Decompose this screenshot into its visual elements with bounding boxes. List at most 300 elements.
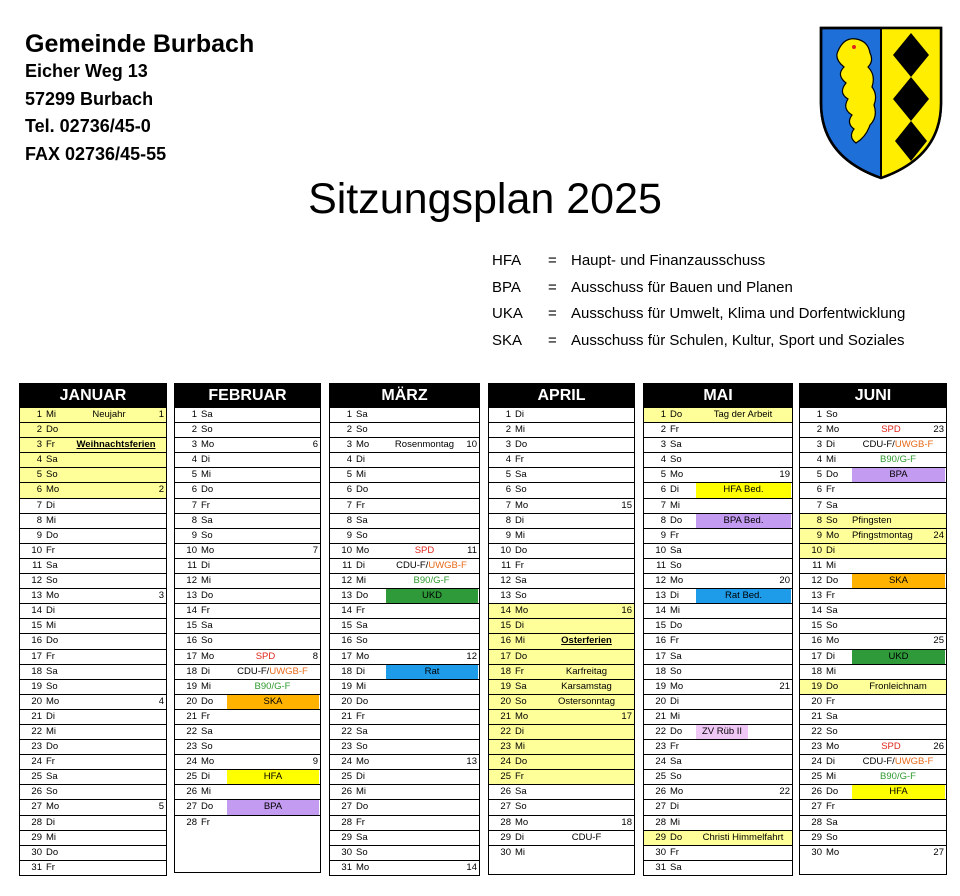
weekday: Di [826, 756, 835, 768]
weekday: Di [356, 665, 365, 677]
weekday: Di [46, 816, 55, 828]
day-row [175, 799, 320, 814]
day-row [20, 528, 166, 543]
day-row [20, 543, 166, 558]
day-number: 28 [341, 816, 352, 828]
weekday: Mi [46, 514, 57, 526]
legend-desc: Ausschuss für Schulen, Kultur, Sport und Soziales [571, 331, 905, 349]
day-row [20, 558, 166, 573]
weekday: So [826, 514, 838, 526]
legend-equals: = [548, 331, 557, 349]
day-number: 3 [660, 439, 666, 451]
day-row [175, 482, 320, 497]
weekday: Do [201, 590, 214, 602]
weekday: Mi [201, 786, 212, 798]
day-number: 31 [341, 861, 352, 873]
day-row [644, 649, 792, 664]
day-row [175, 754, 320, 769]
day-number: 19 [186, 680, 197, 692]
day-number: 30 [811, 846, 822, 858]
day-number: 24 [655, 756, 666, 768]
week-number: 16 [621, 605, 632, 617]
event-part: CDU-F/ [862, 439, 895, 451]
day-row [644, 452, 792, 467]
weekday: Do [670, 831, 683, 843]
event-label: Neujahr [92, 409, 126, 420]
week-number: 23 [933, 424, 944, 436]
weekday: Mo [515, 499, 529, 511]
weekday: So [356, 529, 368, 541]
day-number: 6 [346, 484, 352, 496]
day-row [20, 679, 166, 694]
day-number: 9 [36, 529, 42, 541]
day-number: 17 [655, 650, 666, 662]
day-row [20, 739, 166, 754]
day-number: 12 [186, 575, 197, 587]
weekday: Do [356, 590, 369, 602]
weekday: Di [515, 514, 524, 526]
day-number: 10 [186, 544, 197, 556]
day-row [20, 845, 166, 860]
day-number: 11 [501, 559, 511, 571]
day-number: 12 [655, 575, 666, 587]
day-number: 20 [341, 695, 352, 707]
day-number: 6 [660, 484, 666, 496]
day-number: 26 [341, 786, 352, 798]
legend-desc: Haupt- und Finanzausschuss [571, 252, 766, 269]
day-row [489, 467, 634, 482]
weekday: Mi [46, 409, 57, 420]
day-number: 14 [655, 605, 666, 617]
day-row [644, 603, 792, 618]
day-row [175, 558, 320, 573]
month-header: APRIL [488, 383, 635, 407]
weekday: Mi [826, 771, 837, 783]
day-row [800, 452, 946, 467]
day-row [489, 498, 634, 513]
day-row [20, 407, 166, 422]
day-row [800, 633, 946, 648]
weekday: Sa [46, 559, 58, 571]
week-number: 25 [933, 635, 944, 647]
day-number: 18 [655, 665, 666, 677]
weekday: Fr [670, 529, 679, 541]
day-number: 9 [346, 529, 352, 541]
weekday: Mi [670, 816, 681, 828]
weekday: Mo [826, 741, 840, 753]
day-number: 27 [500, 801, 511, 813]
weekday: Mo [201, 650, 215, 662]
event-label: BPA [852, 468, 945, 482]
weekday: Sa [46, 454, 58, 466]
weekday: Do [356, 484, 369, 496]
day-number: 17 [31, 650, 42, 662]
day-row [644, 482, 792, 497]
day-row [800, 543, 946, 558]
day-number: 23 [341, 741, 352, 753]
day-row [330, 452, 479, 467]
weekday: So [201, 529, 213, 541]
weekday: Mo [201, 439, 215, 451]
event-label [852, 755, 944, 769]
week-number: 27 [933, 846, 944, 858]
weekday: Di [201, 665, 210, 677]
month-mai [643, 383, 793, 876]
day-number: 23 [655, 741, 666, 753]
event-part: UWGB-F [269, 665, 308, 677]
weekday: Mi [515, 424, 526, 436]
day-number: 7 [191, 499, 197, 511]
day-row [489, 769, 634, 784]
weekday: Sa [515, 469, 527, 481]
day-row [489, 407, 634, 422]
day-row [330, 437, 479, 452]
day-row [489, 754, 634, 769]
day-row [330, 498, 479, 513]
day-number: 20 [31, 695, 42, 707]
week-number: 6 [312, 439, 318, 451]
day-number: 20 [500, 695, 511, 707]
day-number: 9 [816, 529, 822, 541]
weekday: Mo [515, 605, 529, 617]
weekday: So [670, 559, 682, 571]
day-row [800, 407, 946, 422]
day-row [330, 649, 479, 664]
day-number: 27 [31, 801, 42, 813]
event-label: Osterferien [561, 635, 612, 647]
day-number: 10 [31, 544, 42, 556]
day-number: 1 [191, 409, 197, 420]
weekday: So [826, 725, 838, 737]
legend-abbr: UKA [492, 305, 523, 322]
weekday: Di [826, 439, 835, 451]
weekday: Sa [201, 514, 213, 526]
weekday: Fr [46, 650, 55, 662]
day-number: 8 [816, 514, 822, 526]
day-row [644, 724, 792, 739]
weekday: Sa [356, 831, 368, 843]
day-number: 9 [191, 529, 197, 541]
event-label: CDU-F [571, 831, 602, 843]
weekday: Mo [46, 484, 60, 496]
day-row [175, 452, 320, 467]
day-row [175, 498, 320, 513]
day-number: 8 [191, 514, 197, 526]
day-row [489, 830, 634, 845]
day-number: 28 [31, 816, 42, 828]
day-number: 17 [500, 650, 511, 662]
week-number: 20 [779, 575, 790, 587]
event-label: HFA [227, 770, 319, 784]
day-number: 19 [31, 680, 42, 692]
weekday: Mo [356, 544, 370, 556]
day-number: 21 [341, 710, 352, 722]
day-row [489, 437, 634, 452]
day-row [800, 830, 946, 845]
day-number: 16 [341, 635, 352, 647]
weekday: Mo [46, 695, 60, 707]
day-number: 25 [31, 771, 42, 783]
weekday: Mi [46, 620, 57, 632]
weekday: So [826, 620, 838, 632]
day-number: 5 [660, 469, 666, 481]
day-row [800, 588, 946, 603]
weekday: Fr [356, 605, 365, 617]
day-number: 2 [346, 424, 352, 436]
legend-row [492, 277, 905, 304]
day-row [489, 724, 634, 739]
day-list [488, 407, 635, 875]
day-row [20, 618, 166, 633]
weekday: Do [515, 439, 528, 451]
day-row [644, 422, 792, 437]
day-number: 31 [31, 861, 42, 873]
day-row [644, 588, 792, 603]
weekday: Mo [201, 544, 215, 556]
day-number: 26 [811, 786, 822, 798]
weekday: Mi [670, 605, 681, 617]
day-row [175, 467, 320, 482]
weekday: So [201, 424, 213, 436]
day-row [644, 633, 792, 648]
day-row [644, 467, 792, 482]
event-label: UKD [852, 650, 945, 664]
day-number: 26 [186, 786, 197, 798]
weekday: Fr [201, 605, 210, 617]
weekday: Fr [356, 710, 365, 722]
weekday: Fr [515, 771, 524, 783]
day-row [800, 422, 946, 437]
week-number: 7 [312, 544, 318, 556]
weekday: Sa [356, 620, 368, 632]
day-number: 7 [816, 499, 822, 511]
day-number: 22 [31, 725, 42, 737]
day-number: 14 [341, 605, 352, 617]
day-row [20, 437, 166, 452]
day-number: 11 [812, 559, 822, 571]
week-number: 15 [621, 499, 632, 511]
weekday: Fr [46, 756, 55, 768]
weekday: Do [356, 695, 369, 707]
day-row [175, 709, 320, 724]
event-label: SPD [881, 741, 901, 753]
weekday: So [46, 786, 58, 798]
day-row [330, 618, 479, 633]
day-number: 26 [655, 786, 666, 798]
day-number: 22 [186, 725, 197, 737]
day-number: 25 [500, 771, 511, 783]
weekday: Mi [670, 710, 681, 722]
day-number: 8 [660, 514, 666, 526]
month-header: MÄRZ [329, 383, 480, 407]
day-row [330, 845, 479, 860]
day-number: 21 [811, 710, 822, 722]
day-row [20, 633, 166, 648]
day-number: 25 [811, 771, 822, 783]
weekday: Do [670, 620, 683, 632]
weekday: Sa [46, 665, 58, 677]
day-row [175, 603, 320, 618]
day-number: 28 [186, 816, 197, 828]
event-label: SKA [852, 574, 945, 588]
week-number: 5 [158, 801, 164, 813]
day-number: 4 [816, 454, 822, 466]
day-number: 29 [341, 831, 352, 843]
day-number: 30 [655, 846, 666, 858]
day-number: 15 [31, 620, 42, 632]
weekday: Fr [515, 454, 524, 466]
day-row [20, 769, 166, 784]
event-label: SPD [255, 650, 276, 662]
week-number: 14 [466, 861, 477, 873]
day-row [330, 769, 479, 784]
week-number: 10 [466, 439, 477, 451]
day-row [644, 543, 792, 558]
weekday: Mi [356, 680, 367, 692]
day-row [330, 422, 479, 437]
day-number: 13 [500, 590, 511, 602]
day-number: 14 [186, 605, 197, 617]
day-row [800, 679, 946, 694]
weekday: Do [46, 846, 59, 858]
event-label: Rat [386, 665, 478, 679]
empty-row [175, 844, 320, 858]
day-row [175, 543, 320, 558]
weekday: So [670, 665, 682, 677]
event-label: Pfingstmontag [852, 529, 913, 541]
weekday: Mi [46, 831, 57, 843]
week-number: 12 [466, 650, 477, 662]
week-number: 21 [779, 680, 790, 692]
day-row [644, 573, 792, 588]
weekday: Sa [201, 409, 213, 420]
day-row [489, 482, 634, 497]
day-row [20, 860, 166, 875]
event-label: SPD [414, 544, 435, 556]
weekday: Sa [46, 771, 58, 783]
day-number: 13 [31, 590, 42, 602]
month-header: MAI [643, 383, 793, 407]
day-row [175, 724, 320, 739]
legend-row [492, 250, 905, 277]
month-märz [329, 383, 480, 876]
org-name: Gemeinde Burbach [25, 30, 255, 58]
weekday: Do [826, 469, 839, 481]
event-part: CDU-F/ [237, 665, 270, 677]
phone: Tel. 02736/45-0 [25, 116, 151, 136]
legend-abbr: SKA [492, 331, 523, 349]
day-number: 15 [655, 620, 666, 632]
day-number: 31 [655, 861, 666, 873]
day-number: 15 [341, 620, 352, 632]
weekday: Mi [670, 499, 681, 511]
day-number: 27 [655, 801, 666, 813]
day-number: 1 [346, 409, 352, 420]
weekday: So [515, 695, 527, 707]
event-part: UWGB-F [894, 756, 934, 768]
day-row [175, 513, 320, 528]
weekday: Di [46, 499, 55, 511]
event-label: Ostersonntag [557, 695, 616, 707]
event-part: UWGB-F [894, 439, 934, 451]
weekday: Sa [515, 680, 527, 692]
day-number: 2 [36, 424, 42, 436]
event-label: Tag der Arbeit [713, 409, 773, 420]
weekday: Mo [46, 801, 60, 813]
weekday: Mo [826, 635, 840, 647]
day-row [330, 513, 479, 528]
day-number: 14 [31, 605, 42, 617]
street: Eicher Weg 13 [25, 61, 148, 81]
weekday: Do [46, 424, 59, 436]
day-row [330, 588, 479, 603]
day-number: 2 [660, 424, 666, 436]
day-row [20, 649, 166, 664]
day-number: 22 [341, 725, 352, 737]
weekday: So [46, 680, 58, 692]
legend-desc: Ausschuss für Bauen und Planen [571, 278, 793, 296]
day-number: 16 [500, 635, 511, 647]
day-row [175, 573, 320, 588]
weekday: So [515, 590, 527, 602]
day-row [330, 694, 479, 709]
weekday: Mo [515, 816, 529, 828]
weekday: Do [46, 529, 59, 541]
day-row [330, 830, 479, 845]
month-april [488, 383, 635, 875]
day-number: 29 [811, 831, 822, 843]
day-row [175, 649, 320, 664]
day-row [800, 694, 946, 709]
day-row [20, 815, 166, 830]
day-number: 26 [31, 786, 42, 798]
weekday: Do [670, 725, 683, 737]
weekday: Mo [670, 786, 684, 798]
day-number: 8 [36, 514, 42, 526]
day-number: 24 [500, 756, 511, 768]
day-number: 18 [500, 665, 511, 677]
event-label: SPD [881, 424, 901, 436]
weekday: So [515, 801, 527, 813]
weekday: Sa [356, 514, 368, 526]
event-label: SKA [227, 695, 319, 709]
weekday: Fr [670, 741, 679, 753]
day-row [644, 437, 792, 452]
day-number: 5 [816, 469, 822, 481]
event-label: Fronleichnam [869, 680, 927, 692]
day-number: 13 [186, 590, 197, 602]
day-number: 12 [341, 575, 352, 587]
week-number: 19 [779, 469, 790, 481]
legend-abbr: HFA [492, 252, 522, 269]
weekday: Mi [826, 665, 837, 677]
day-row [489, 739, 634, 754]
day-row [489, 664, 634, 679]
weekday: Sa [670, 544, 682, 556]
weekday: Mi [826, 559, 837, 571]
day-number: 3 [36, 439, 42, 451]
day-number: 12 [31, 575, 42, 587]
weekday: Sa [826, 816, 838, 828]
day-number: 30 [341, 846, 352, 858]
day-number: 20 [811, 695, 822, 707]
week-number: 13 [466, 756, 477, 768]
day-row [330, 799, 479, 814]
weekday: Fr [356, 816, 365, 828]
day-row [644, 739, 792, 754]
day-row [330, 558, 479, 573]
weekday: Do [515, 756, 528, 768]
